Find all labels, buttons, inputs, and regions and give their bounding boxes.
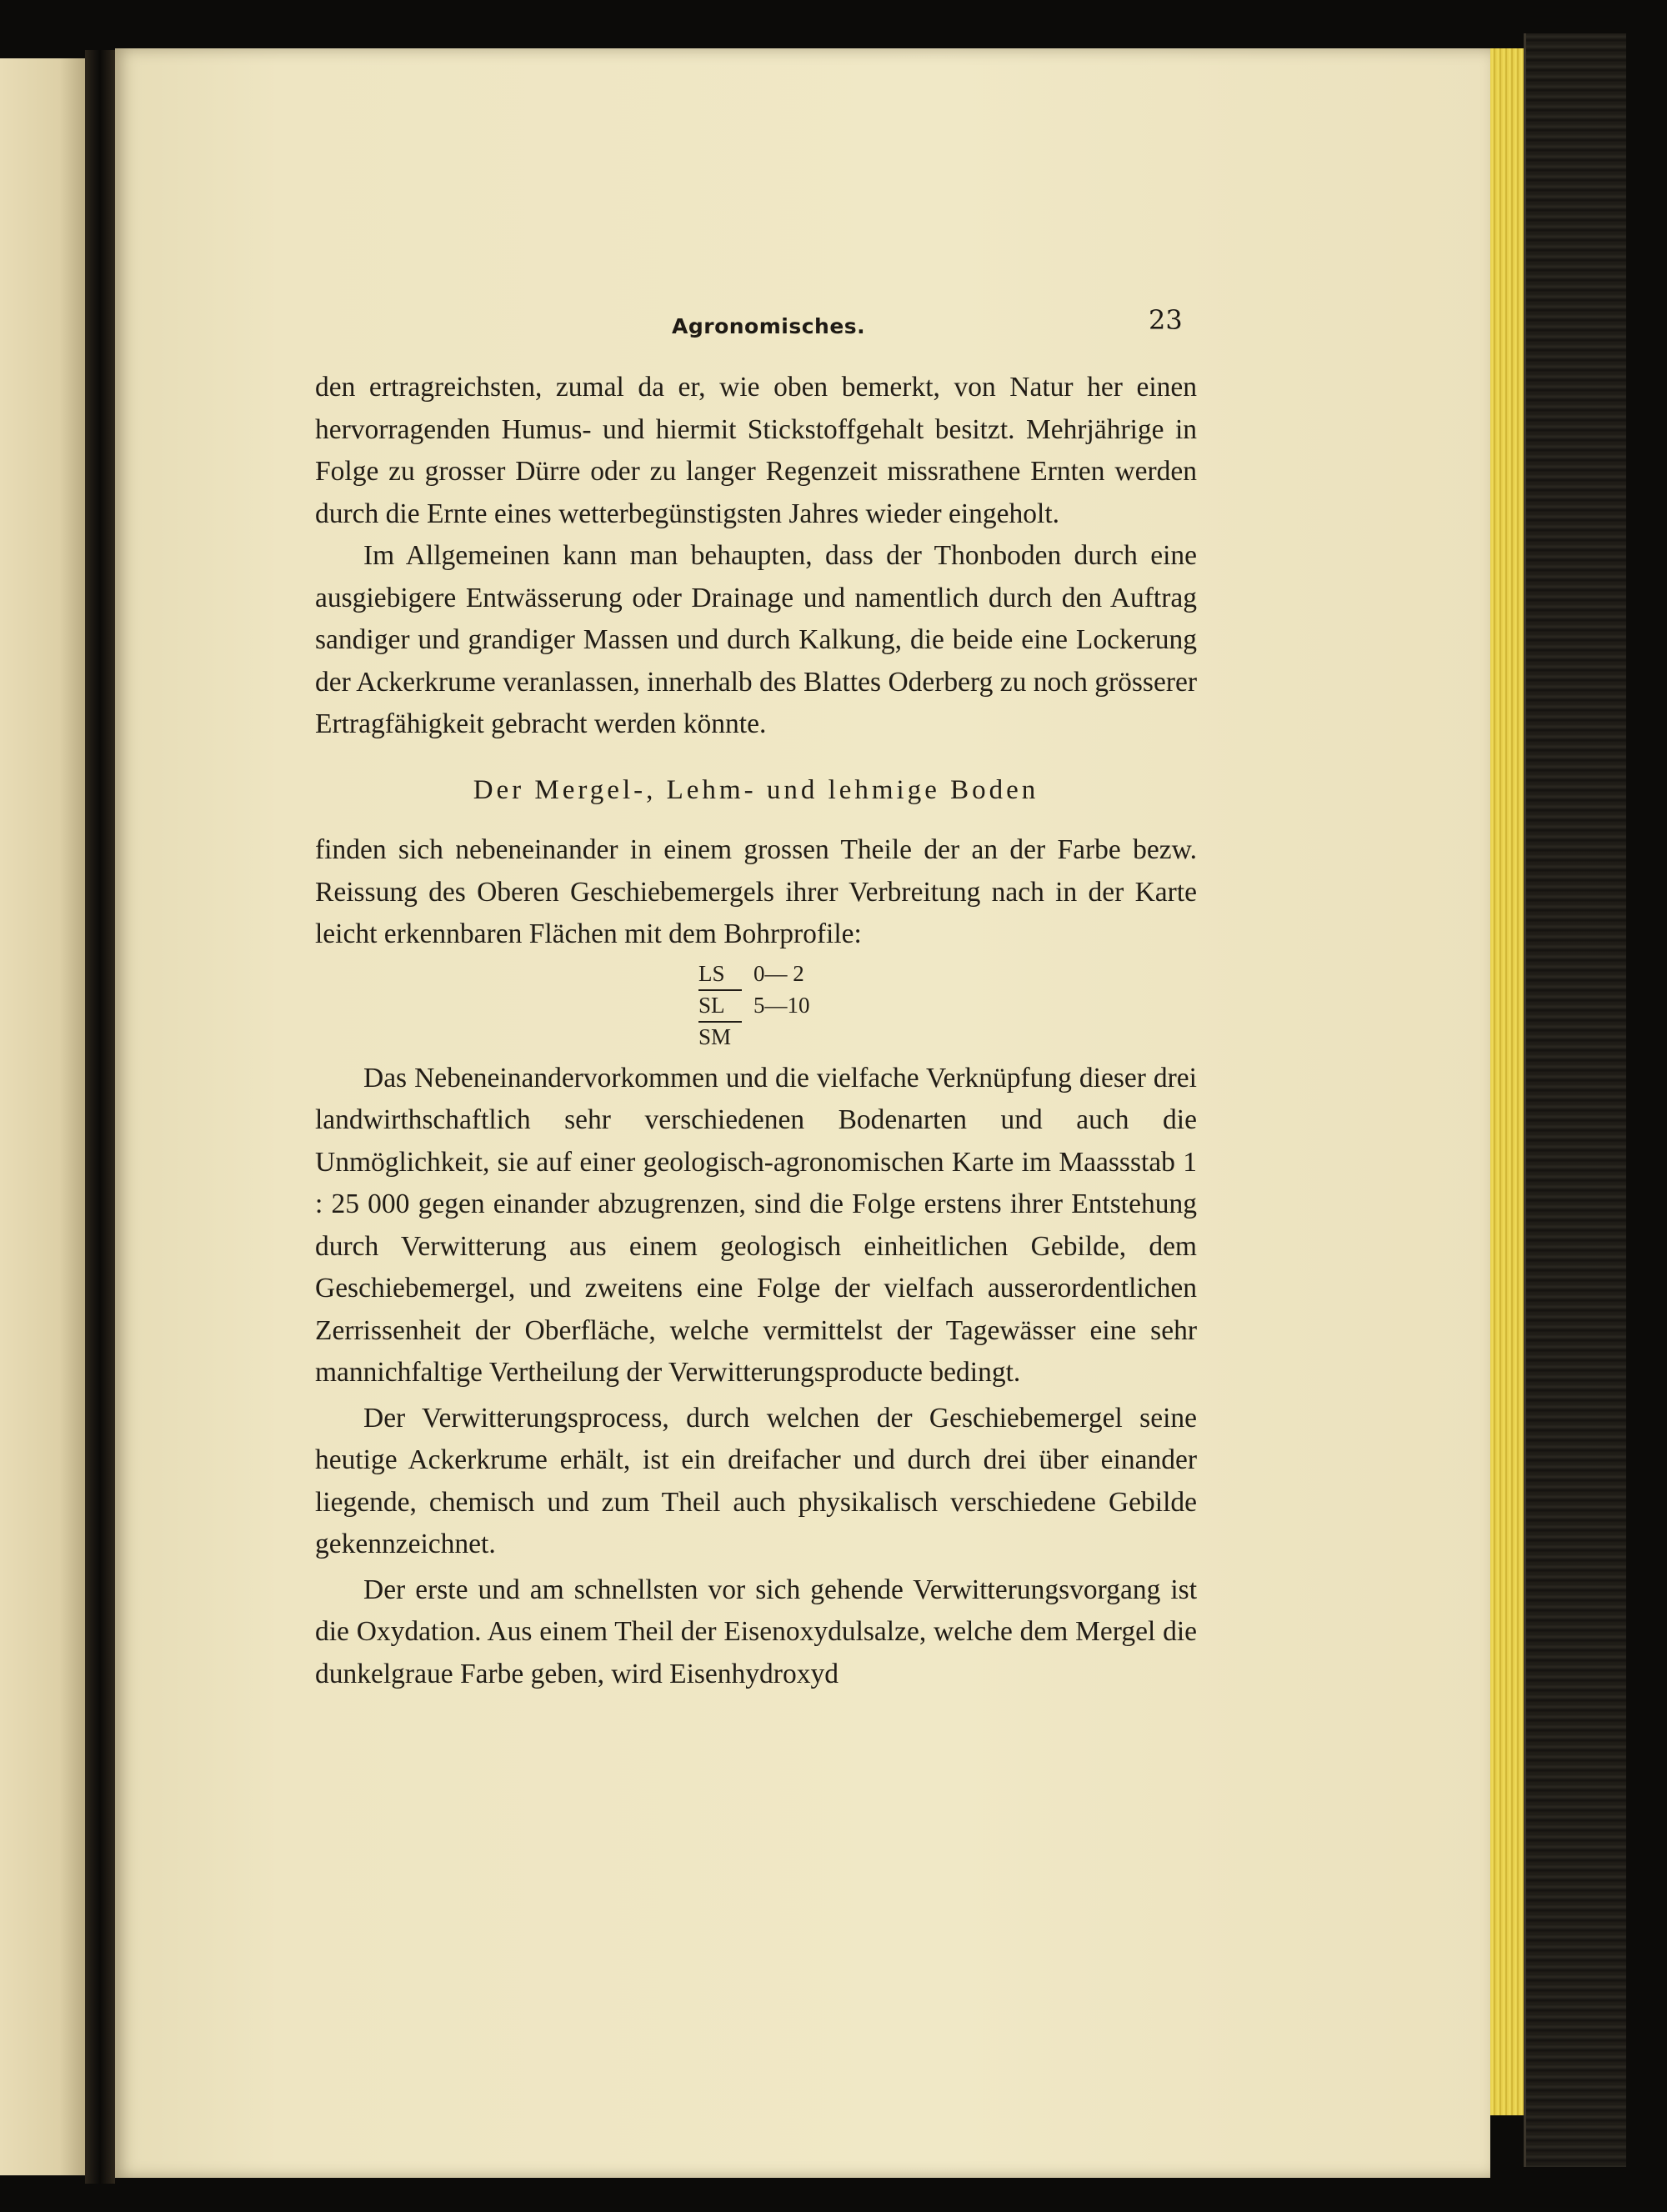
paragraph: Der Verwitterungsprocess, durch welchen der Geschiebemergel seine heutige Ackerkrume erhält, ist ein dreifacher und durch drei über einander liegende, chemisch und zum Theil auch physikalisch verschiedene Gebilde gekennzeichnet. — [315, 1402, 1197, 1559]
running-head: Agronomisches. — [672, 314, 866, 338]
bore-profile — [698, 958, 865, 1053]
soil-code: SL — [698, 989, 742, 1021]
paragraph: Das Nebeneinandervorkommen und die vielfache Verknüpfung dieser drei landwirthschaftlich sehr verschiedenen Bodenarten und auch die Unmöglichkeit, sie auf einer geologisch-agronomischen Karte im Maassstab 1 : 25 000 gegen einander abzugrenzen, sind die Folge erstens ihrer Entstehung durch Verwitterung aus einem geologisch einheitlichen Gebilde, dem Geschiebemergel, und zweitens eine Folge der vielfach ausserordentlichen Zerrissenheit der Oberfläche, welche vermittelst der Tagewässer eine sehr mannichfaltige Vertheilung der Verwitterungsproducte bedingt. — [315, 1062, 1197, 1388]
bore-profile-row — [698, 1021, 865, 1053]
bore-profile-row — [698, 989, 865, 1021]
paragraph: den ertragreichsten, zumal da er, wie oben bemerkt, von Natur her einen hervorragenden Humus- und hiermit Stickstoffgehalt besitzt. Mehrjährige in Folge zu grosser Dürre oder zu langer Regenzeit missrathene Ernten werden durch die Ernte eines wetterbegünstigsten Jahres wieder eingeholt. — [315, 372, 1197, 529]
book-cover — [1524, 33, 1626, 2167]
page-number: 23 — [1149, 304, 1183, 336]
soil-code: LS — [698, 960, 725, 986]
paragraph: Der erste und am schnellsten vor sich gehende Verwitterungsvorgang ist die Oxydation. Aus einem Theil der Eisenoxydulsalze, welche dem Mergel die dunkelgraue Farbe geben, wird Eisenhydroxyd — [315, 1574, 1197, 1689]
left-page-edge — [0, 58, 85, 2175]
paragraph: finden sich nebeneinander in einem grossen Theile der an der Farbe bezw. Reissung des Oberen Geschiebemergels ihrer Verbreitung nach in der Karte leicht erkennbaren Flächen mit dem Bohrprofile: — [315, 834, 1197, 949]
bore-profile-row — [698, 958, 865, 989]
soil-code: SM — [698, 1021, 742, 1053]
book-gutter — [85, 50, 115, 2184]
depth-range: 0— 2 — [753, 960, 804, 986]
section-heading: Der Mergel-, Lehm- und lehmige Boden — [473, 774, 1039, 805]
depth-range: 5—10 — [753, 992, 810, 1018]
page-fore-edge — [1490, 48, 1524, 2115]
paragraph: Im Allgemeinen kann man behaupten, dass der Thonboden durch eine ausgiebigere Entwässerung oder Drainage und namentlich durch den Auftrag sandiger und grandiger Massen und durch Kalkung, die beide eine Lockerung der Ackerkrume veranlassen, innerhalb des Blattes Oderberg zu noch grösserer Ertragfähigkeit gebracht werden könnte. — [315, 540, 1197, 739]
body-text — [315, 367, 1197, 1695]
